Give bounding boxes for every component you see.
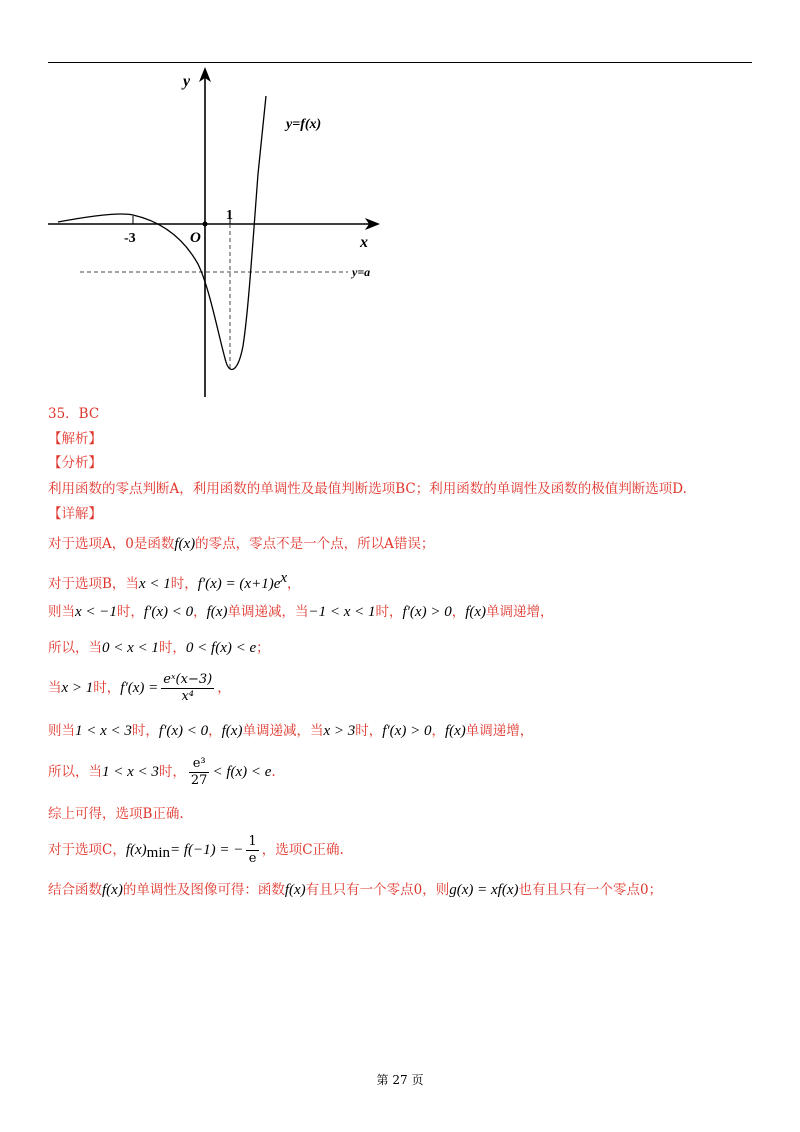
detail-line-range-2: 所以，当1 < x < 3时， $\frac{\text{e³}}{27}$ < f(x) < e. [48,756,276,788]
detail-line-option-d: 结合函数f(x)的单调性及图像可得：函数f(x)有且只有一个零点0，则g(x) = xf(x)也有且只有一个零点0； [48,882,663,898]
line-label: y=a [352,265,371,279]
heading-xiangjie: 【详解】 [48,506,102,522]
detail-line-derivative-2: 当x > 1时，f′(x) = $\frac{\text{eˣ(x−3)}}{\text{x⁴}}$ ， [48,672,231,704]
detail-line-monotonic-2: 则当1 < x < 3时，f′(x) < 0，f(x)单调递减，当x > 3时，f′(x) > 0，f(x)单调递增， [48,723,534,739]
tick-label-neg3: -3 [124,231,136,246]
origin-dot [203,222,208,227]
analysis-text: 利用函数的零点判断A，利用函数的单调性及最值判断选项BC；利用函数的单调性及函数的极值判断选项D. [48,481,687,497]
fraction-derivative: $\frac{\text{eˣ(x−3)}}{\text{x⁴}}$ [163,672,213,704]
y-axis-label: y [183,73,191,90]
question-number: 35．BC [48,406,100,422]
detail-line-option-a: 对于选项A，0是函数f(x)的零点，零点不是一个点，所以A错误； [48,536,435,552]
function-curve [58,96,266,370]
fraction-e3-27: $\frac{\text{e³}}{27}$ [190,756,208,788]
heading-jiexi: 【解析】 [48,431,102,447]
detail-line-monotonic-1: 则当x < −1时，f′(x) < 0，f(x)单调递减，当−1 < x < 1时，f′(x) > 0，f(x)单调递增， [48,604,554,620]
tick-label-1: 1 [226,208,233,223]
detail-line-conclusion-b: 综上可得，选项B正确. [48,806,184,822]
function-graph [40,64,400,404]
detail-line-range-1: 所以，当0 < x < 1时，0 < f(x) < e； [48,640,270,656]
top-rule [48,62,752,63]
fraction-1-e: $\frac{1}{e}$ [248,834,257,866]
curve-label: y=f(x) [286,117,322,132]
heading-fenxi: 【分析】 [48,455,102,471]
page-number: 第 27 页 [376,1073,424,1087]
origin-label: O [190,230,201,246]
detail-line-option-b: 对于选项B，当x < 1时，$f'(x) = (x+1)e^x$， [48,570,301,592]
detail-line-option-c: 对于选项C，$f(x)_{min}= f(-1)$ = − $\frac{1}{e}$ ，选项C正确. [48,834,344,866]
x-axis-label: x [360,234,368,251]
